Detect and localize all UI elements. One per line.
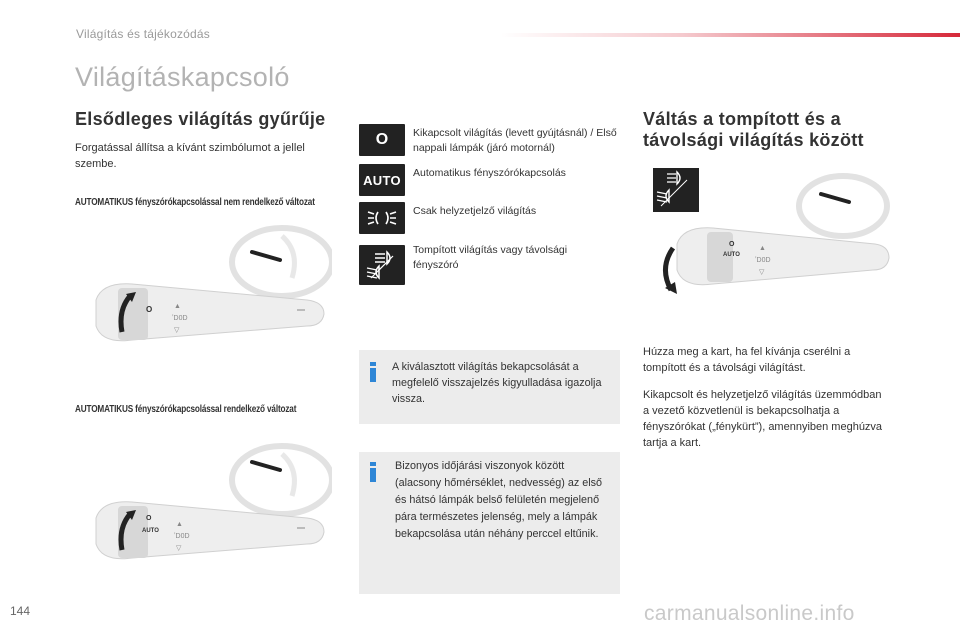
info-box-condensation [359, 452, 620, 594]
auto-symbol-glyph: AUTO [363, 172, 401, 188]
dipped-main-beam-symbol-icon [359, 245, 405, 285]
auto-symbol-icon [359, 164, 405, 196]
svg-text:AUTO: AUTO [142, 528, 159, 534]
section-heading-primary-ring: Elsődleges világítás gyűrűje [75, 109, 326, 129]
section-heading-beam-switch: Váltás a tompított és a távolsági világítás között [643, 109, 864, 150]
header-accent-bar [500, 33, 960, 37]
intro-text: Forgatással állítsa a kívánt szimbólumot a jellel szembe. [75, 142, 305, 170]
stalk-illustration-with-auto [92, 440, 332, 570]
svg-text:O: O [146, 305, 153, 314]
svg-text:AUTO: AUTO [723, 252, 740, 258]
svg-text:▽: ▽ [176, 545, 182, 552]
off-symbol-label: Kikapcsolt világítás (levett gyújtásnál) / Első nappali lámpák (járó motornál) [413, 127, 617, 154]
info-text-confirmation: A kiválasztott világítás bekapcsolását a megfelelő visszajelzés kigyulladása igazolja vissza. [392, 361, 602, 405]
svg-text:▲: ▲ [176, 521, 183, 528]
variant-label-without-auto: AUTOMATIKUS fényszórókapcsolással nem rendelkező változat [75, 196, 315, 208]
info-text-condensation: Bizonyos időjárási viszonyok között (alacsony hőmérséklet, nedvesség) az első és hátsó lámpák belső felületén megjelenő pára természetes jelenség, mely a lámpák bekapcsolása után néhány perccel eltűnik. [395, 460, 603, 540]
sidelights-symbol-icon [359, 202, 405, 234]
auto-symbol-label: Automatikus fényszórókapcsolás [413, 167, 566, 179]
svg-text:▽: ▽ [174, 327, 180, 334]
page-title: Világításkapcsoló [75, 62, 290, 92]
svg-text:ʼD0D: ʼD0D [755, 257, 771, 264]
svg-text:▽: ▽ [759, 269, 765, 276]
svg-text:▲: ▲ [759, 245, 766, 252]
svg-text:▲: ▲ [174, 303, 181, 310]
dipped-main-beam-symbol-label: Tompított világítás vagy távolsági fényszóró [413, 244, 568, 271]
page-number: 144 [10, 604, 31, 618]
chapter-title: Világítás és tájékozódás [76, 27, 210, 41]
info-icon [370, 462, 376, 482]
beam-switch-text-1: Húzza meg a kart, ha fel kívánja cserélni a tompított és a távolsági világítást. [643, 346, 851, 374]
beam-switch-text-2: Kikapcsolt és helyzetjelző világítás üzemmódban a vezető közvetlenül is bekapcsolhatja a fényszórókat („fénykürt”), amennyiben meghúzva tartja a kart. [643, 389, 883, 449]
off-symbol-icon [359, 124, 405, 156]
svg-text:O: O [729, 241, 735, 248]
svg-text:ʼD0D: ʼD0D [174, 533, 190, 540]
variant-label-with-auto: AUTOMATIKUS fényszórókapcsolással rendelkező változat [75, 403, 297, 415]
sidelights-symbol-label: Csak helyzetjelző világítás [413, 205, 537, 217]
svg-text:O: O [146, 515, 152, 522]
off-symbol-glyph: O [375, 131, 389, 148]
stalk-illustration-without-auto [92, 222, 332, 352]
info-box-confirmation [359, 350, 620, 424]
stalk-illustration-flash [643, 164, 893, 304]
svg-text:ʼD0D: ʼD0D [172, 315, 188, 322]
watermark-text: carmanualsonline.info [644, 602, 855, 625]
info-icon [370, 362, 376, 382]
